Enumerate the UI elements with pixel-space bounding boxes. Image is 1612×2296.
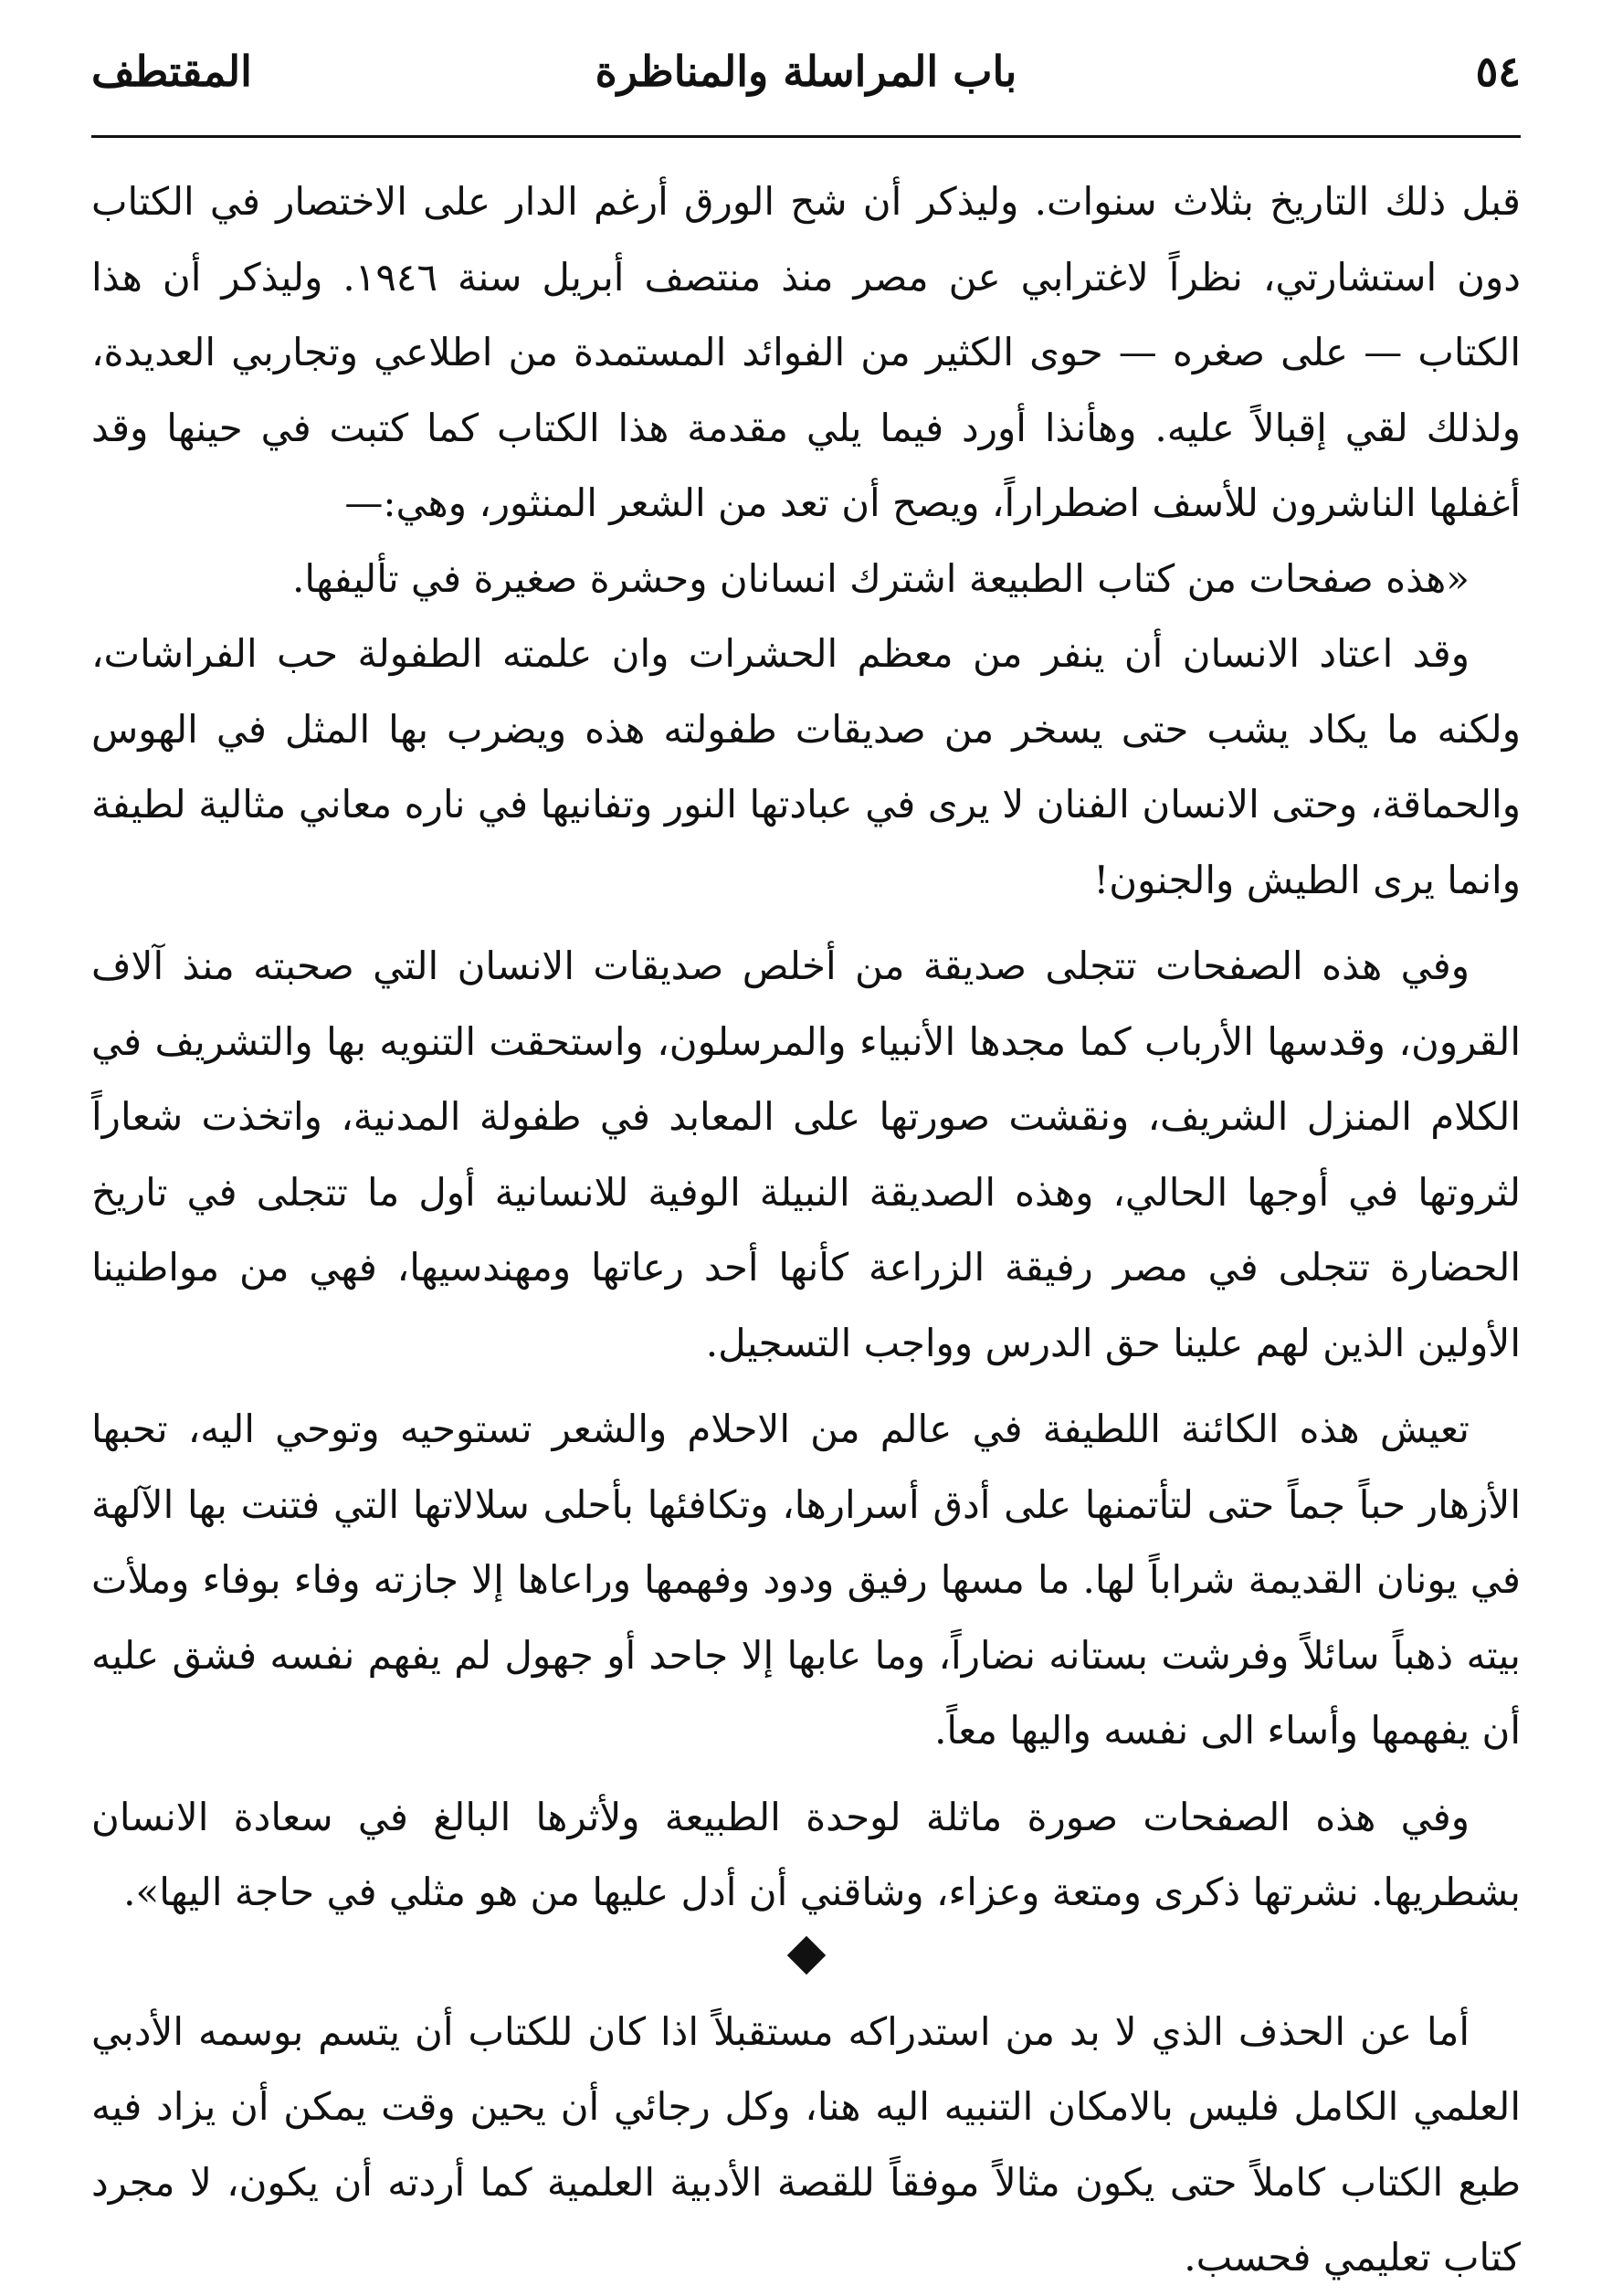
page-number: ٥٤ xyxy=(1475,47,1521,96)
paragraph: وقد اعتاد الانسان أن ينفر من معظم الحشرات وان علمته الطفولة حب الفراشات، ولكنه ما يكاد يشب حتى يسخر من صديقات طفولته هذه ويضرب بها المثل في الهوس والحماقة، وحتى الانسان الفنان لا يرى في عبادتها النور وتفانيها في ناره معاني مثالية لطيفة وانما يرى الطيش والجنون! xyxy=(91,631,1521,902)
section-title: باب المراسلة والمناظرة xyxy=(595,47,1017,96)
paragraph: «هذه صفحات من كتاب الطبيعة اشترك انسانان وحشرة صغيرة في تأليفها. xyxy=(291,555,1470,601)
paragraph: أما عن الحذف الذي لا بد من استدراكه مستقبلاً اذا كان للكتاب أن يتسم بوسمه الأدبي العلمي الكامل فليس بالامكان التنبيه اليه هنا، وكل رجائي أن يحين وقت يمكن أن يزاد فيه طبع الكتاب كاملاً حتى يكون مثالاً موفقاً للقصة الأدبية العلمية كما أردته أن يكون، لا مجرد كتاب تعليمي فحسب. xyxy=(91,2008,1521,2280)
paragraph: وفي هذه الصفحات تتجلى صديقة من أخلص صديقات الانسان التي صحبته منذ آلاف القرون، وقدسها الأرباب كما مجدها الأنبياء والمرسلون، واستحقت التنويه بها والتشريف في الكلام المنزل الشريف، ونقشت صورتها على المعابد في طفولة المدنية، واتخذت شعاراً لثروتها في أوجها الحالي، وهذه الصديقة النبيلة الوفية للانسانية أول ما تتجلى في تاريخ الحضارة تتجلى في مصر رفيقة الزراعة كأنها أحد رعاتها ومهندسيها، فهي من مواطنينا الأولين الذين لهم علينا حق الدرس وواجب التسجيل. xyxy=(91,943,1521,1365)
paragraph: وفي هذه الصفحات صورة ماثلة لوحدة الطبيعة ولأثرها البالغ في سعادة الانسان بشطريها. نشرتها ذكرى ومتعة وعزاء، وشاقني أن أدل عليها من هو مثلي في حاجة اليها». xyxy=(91,1794,1521,1914)
diamond-ornament-icon xyxy=(786,1935,825,1974)
journal-name: المقتطف xyxy=(91,47,252,96)
page-header xyxy=(91,35,1521,108)
paragraph: تعيش هذه الكائنة اللطيفة في عالم من الاحلام والشعر تستوحيه وتوحي اليه، تحبها الأزهار حباً جماً حتى لتأتمنها على أدق أسرارها، وتكافئها بأحلى سلالاتها التي فتنت بها الآلهة في يونان القديمة شراباً لها. ما مسها رفيق ودود وفهمها وراعاها إلا جازته وفاء بوفاء وملأت بيته ذهباً سائلاً وفرشت بستانه نضاراً، وما عابها إلا جاحد أو جهول لم يفهم نفسه فشق عليه أن يفهمها وأساء الى نفسه واليها معاً. xyxy=(91,1406,1521,1753)
article-body xyxy=(91,164,1521,2296)
section-separator xyxy=(91,1931,1521,1995)
paragraph: قبل ذلك التاريخ بثلاث سنوات. وليذكر أن شح الورق أرغم الدار على الاختصار في الكتاب دون استشارتي، نظراً لاغترابي عن مصر منذ منتصف أبريل سنة ١٩٤٦. وليذكر أن هذا الكتاب — على صغره — حوى الكثير من الفوائد المستمدة من اطلاعي وتجاربي العديدة، ولذلك لقي إقبالاً عليه. وهأنذا أورد فيما يلي مقدمة هذا الكتاب كما كتبت في حينها وقد أغفلها الناشرون للأسف اضطراراً، ويصح أن تعد من الشعر المنثور، وهي:— xyxy=(91,179,1521,525)
header-rule xyxy=(91,135,1521,138)
